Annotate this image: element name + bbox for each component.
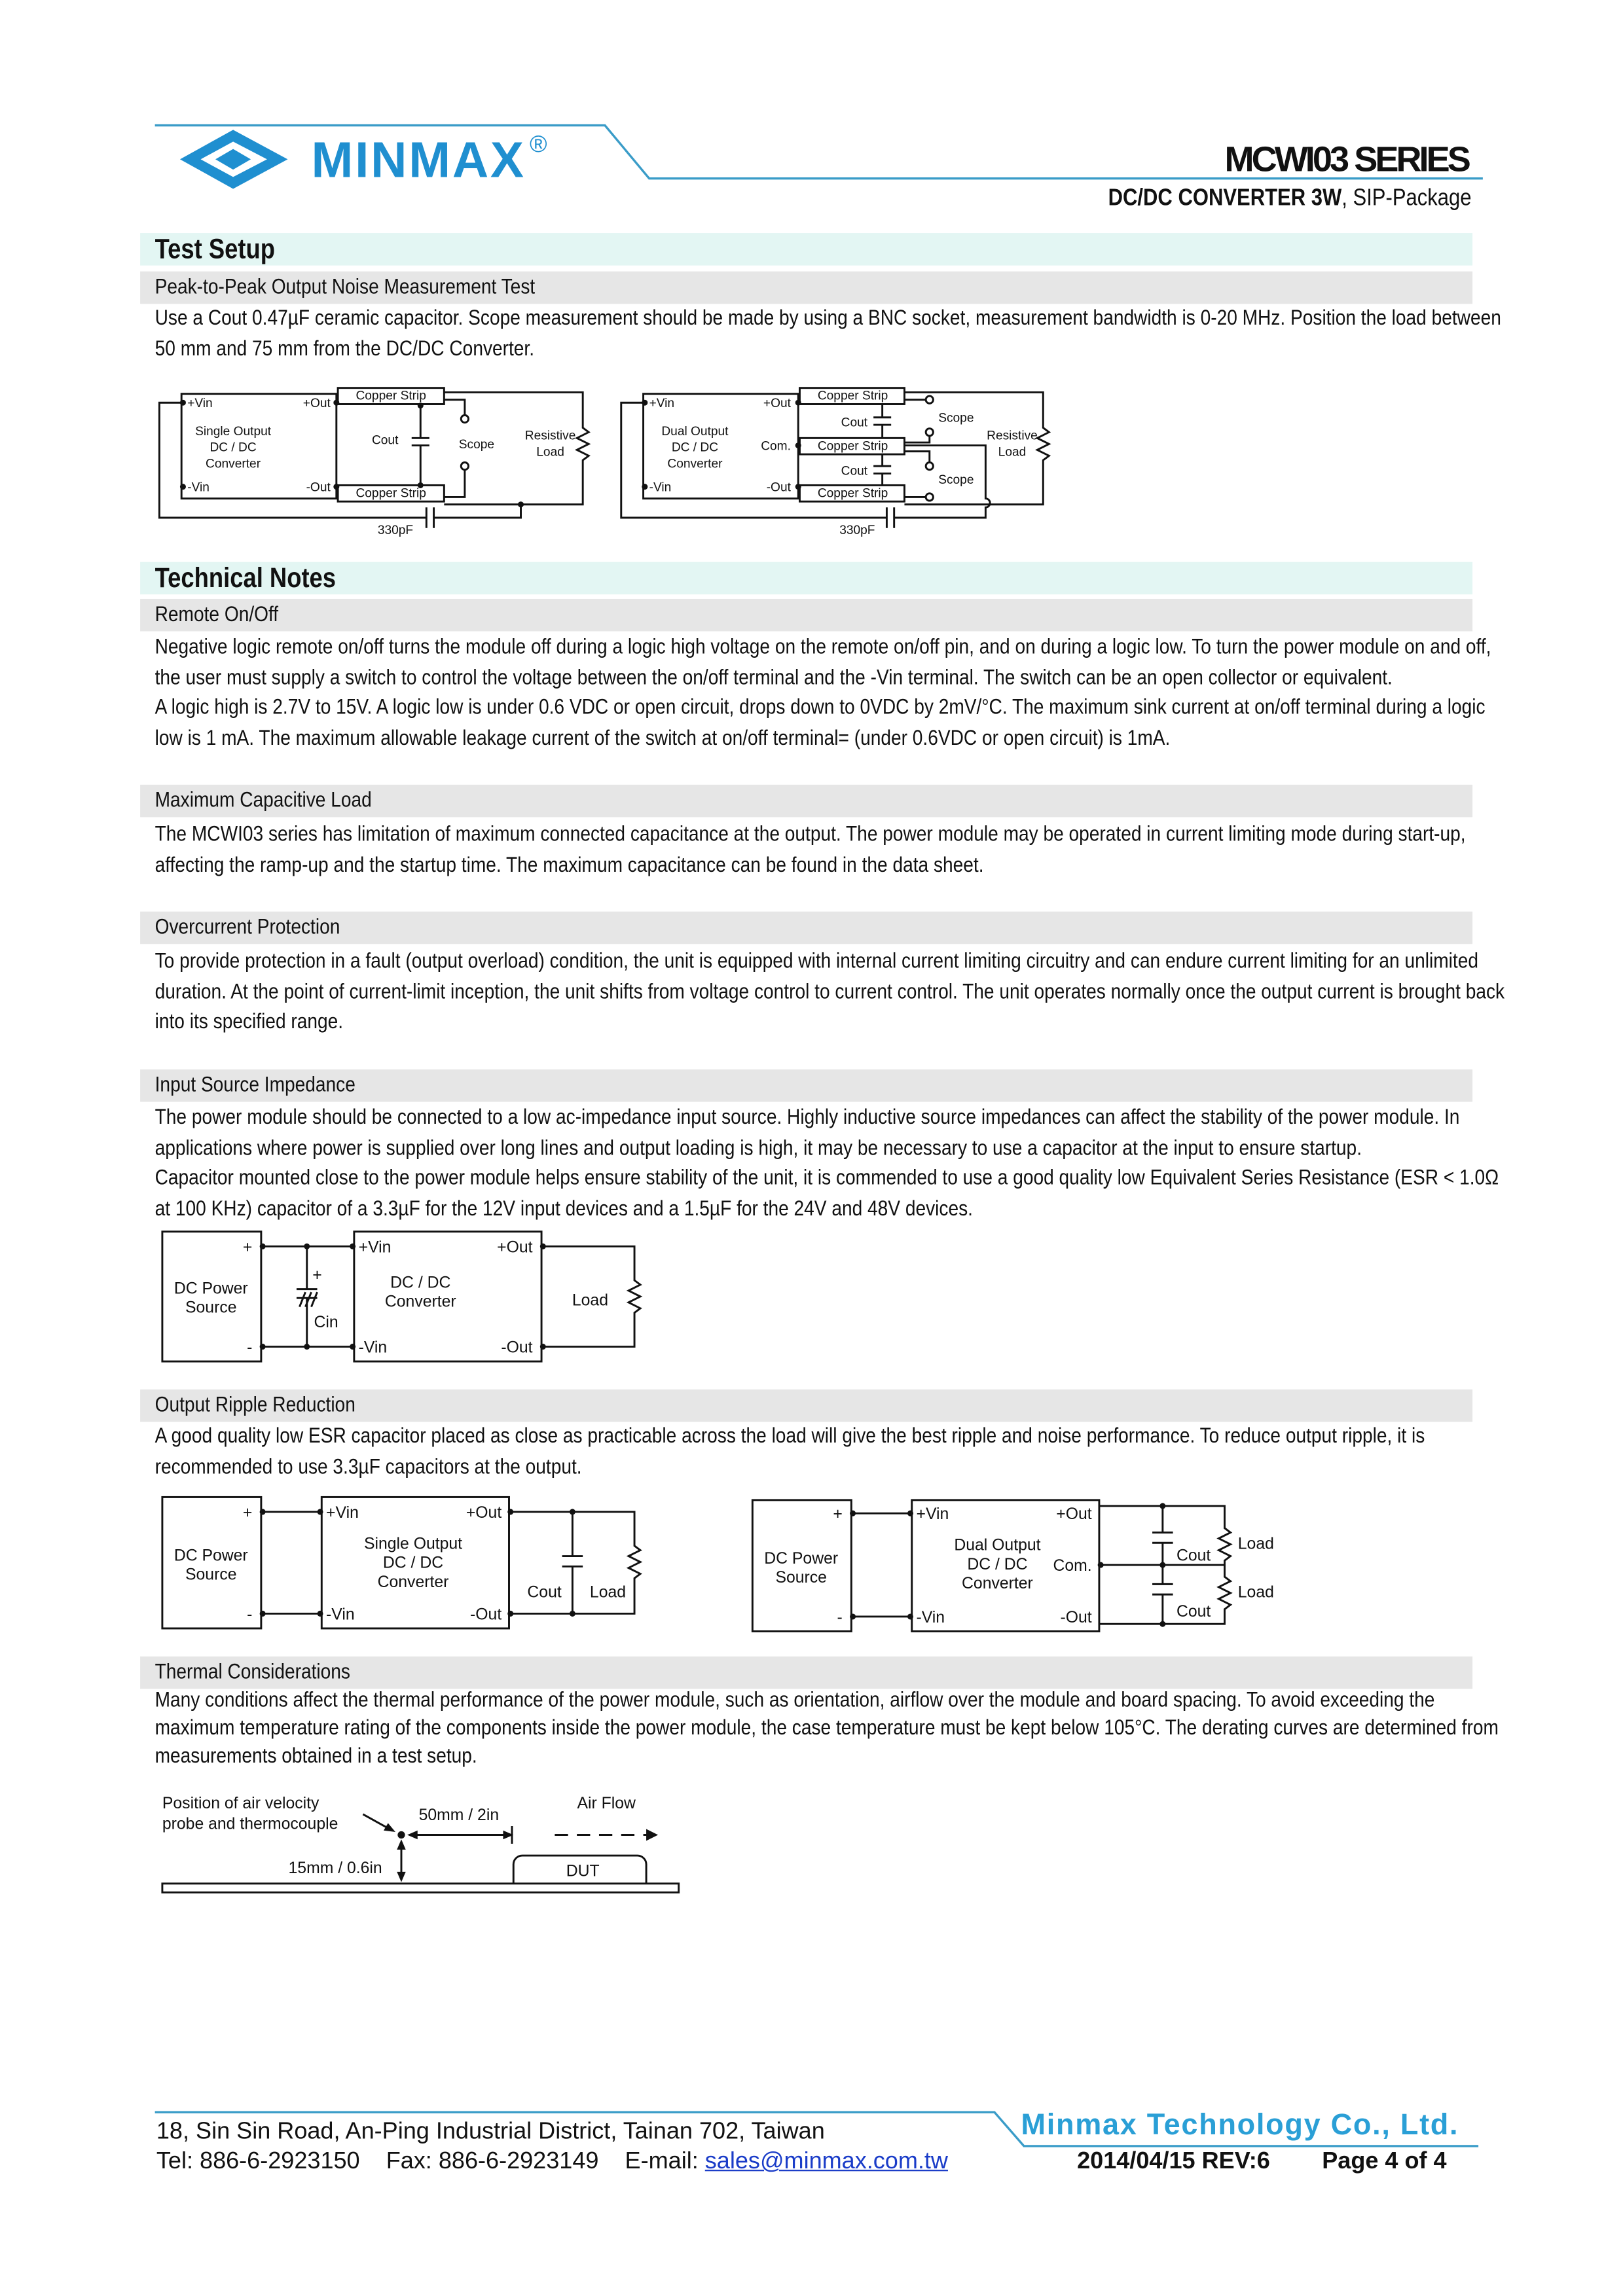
converter-label: Converter (206, 457, 261, 471)
source-label: Source (185, 1299, 237, 1317)
footer-date-rev: 2014/04/15 REV:6 (1077, 2149, 1270, 2174)
subtitle-product: DC/DC CONVERTER 3W (1107, 185, 1341, 211)
pin-label: +Out (465, 1503, 502, 1522)
probe-label: Position of air velocity (162, 1794, 319, 1812)
converter-label: DC / DC (967, 1555, 1028, 1573)
scope-label: Scope (938, 473, 974, 488)
copper-strip-label: Copper Strip (817, 439, 888, 454)
converter-label: Converter (962, 1575, 1033, 1593)
cout-label: Cout (841, 464, 868, 478)
pin-label: +Vin (916, 1505, 949, 1524)
pin-label: -Vin (326, 1605, 355, 1624)
load-label: Load (589, 1583, 627, 1602)
text-line: duration. At the point of current-limit inception, the unit shifts from voltage control to current control. The unit operates normally once the output current is brought back (155, 980, 1505, 1004)
text-line: Capacitor mounted close to the power module helps ensure stability of the unit, it is commended to use a good quality low Equivalent Series Resistance (ESR < 1.0Ω (155, 1167, 1499, 1191)
pin-label: -Out (766, 480, 791, 495)
load-label: Resistive (524, 429, 576, 443)
converter-label: DC / DC (390, 1274, 451, 1292)
text-line: Use a Cout 0.47µF ceramic capacitor. Scope measurement should be made by using a BNC socket, measurement bandwidth is 0-20 MHz. Position the load between (155, 306, 1501, 331)
cout-label: Cout (841, 416, 868, 430)
converter-label: Dual Output (954, 1536, 1041, 1554)
text-line: applications where power is supplied over long lines and output loading is high, it may be necessary to use a capacitor at the input to ensure startup. (155, 1136, 1362, 1160)
polarity-label: + (242, 1238, 253, 1257)
pin-label: +Vin (358, 1238, 392, 1257)
subsection-title: Output Ripple Reduction (155, 1393, 356, 1418)
pin-label: Com. (761, 439, 791, 454)
converter-label: Single Output (195, 424, 272, 439)
text-line: recommended to use 3.3µF capacitors at the output. (155, 1455, 582, 1479)
copper-strip-label: Copper Strip (817, 486, 888, 501)
section-title: Test Setup (155, 234, 275, 266)
source-label: DC Power (173, 1547, 248, 1565)
footer-email-label: E-mail: (625, 2149, 699, 2174)
pin-label: -Out (470, 1605, 502, 1624)
pin-label: -Vin (916, 1608, 945, 1626)
pin-label: Com. (1053, 1557, 1092, 1575)
source-label: DC Power (764, 1549, 839, 1568)
cap-label: 330pF (377, 523, 414, 537)
footer-email-link[interactable]: sales@minmax.com.tw (704, 2149, 948, 2174)
footer-page-number: Page 4 of 4 (1322, 2149, 1447, 2174)
scope-label: Scope (458, 438, 495, 452)
text-line: at 100 KHz) capacitor of a 3.3µF for the 12V input devices and a 1.5µF for the 24V and 48V devices. (155, 1197, 973, 1221)
company-name: Minmax Technology Co., Ltd. (1021, 2107, 1458, 2141)
cout-label: Cout (527, 1583, 562, 1602)
cin-label: Cin (314, 1314, 338, 1332)
registered-mark: ® (530, 130, 547, 158)
converter-label: Converter (384, 1293, 456, 1311)
source-label: Source (775, 1569, 827, 1587)
dut-label: DUT (566, 1862, 600, 1880)
load-label: Load (1237, 1535, 1274, 1553)
converter-label: DC / DC (382, 1554, 444, 1572)
footer-fax: Fax: 886-6-2923149 (386, 2149, 599, 2174)
polarity-label: + (312, 1266, 322, 1285)
pin-label: +Vin (187, 396, 213, 410)
pin-label: -Vin (187, 480, 210, 495)
pin-label: -Out (501, 1338, 533, 1357)
load-label: Load (998, 445, 1027, 459)
subsection-title: Thermal Considerations (155, 1660, 350, 1685)
polarity-label: - (247, 1338, 253, 1357)
subtitle-package: , SIP-Package (1341, 185, 1471, 211)
text-line: A good quality low ESR capacitor placed as close as practicable across the load will give the best ripple and noise performance. To reduce output ripple, it is (155, 1424, 1425, 1449)
brand-logo-text: MINMAX (311, 132, 524, 188)
distance-label: 50mm / 2in (418, 1806, 500, 1824)
pin-label: -Out (1060, 1608, 1092, 1626)
polarity-label: + (242, 1503, 253, 1522)
text-line: the user must supply a switch to control the voltage between the on/off terminal and the -Vin terminal. The switch can be an open collector or equivalent. (155, 666, 1393, 690)
source-label: Source (185, 1566, 237, 1584)
load-label: Load (536, 445, 564, 459)
pin-label: -Vin (649, 480, 672, 495)
subsection-title: Remote On/Off (155, 603, 279, 627)
text-line: 50 mm and 75 mm from the DC/DC Converter. (155, 337, 535, 361)
probe-label: probe and thermocouple (162, 1815, 338, 1833)
pin-label: +Out (1056, 1505, 1092, 1524)
subsection-title: Maximum Capacitive Load (155, 789, 372, 813)
subsection-title: Input Source Impedance (155, 1073, 356, 1098)
airflow-label: Air Flow (577, 1794, 636, 1812)
text-line: affecting the ramp-up and the startup time. The maximum capacitance can be found in the data sheet. (155, 853, 984, 877)
pin-label: +Vin (649, 396, 675, 410)
text-line: A logic high is 2.7V to 15V. A logic low is under 0.6 VDC or open circuit, drops down to 0VDC by 2mV/°C. The maximum sink current at on/off terminal during a logic (155, 696, 1486, 721)
converter-label: Single Output (363, 1535, 463, 1553)
converter-label: Converter (377, 1573, 449, 1591)
text-line: maximum temperature rating of the components inside the power module, the case temperature must be kept below 105°C. The derating curves are determined from (155, 1717, 1499, 1741)
text-line: The MCWI03 series has limitation of maximum connected capacitance at the output. The power module may be operated in current limiting mode during start-up, (155, 823, 1466, 847)
converter-label: DC / DC (671, 440, 719, 455)
series-title: MCWI03 SERIES (1224, 139, 1471, 179)
copper-strip-label: Copper Strip (817, 389, 888, 403)
copper-strip-label: Copper Strip (356, 486, 426, 501)
pin-label: +Out (497, 1238, 533, 1257)
text-line: measurements obtained in a test setup. (155, 1745, 477, 1769)
converter-label: DC / DC (210, 440, 257, 455)
converter-label: Dual Output (661, 424, 729, 439)
converter-label: Converter (667, 457, 723, 471)
text-line: Many conditions affect the thermal performance of the power module, such as orientation, airflow over the module and board spacing. To avoid exceeding the (155, 1689, 1435, 1713)
pin-label: +Out (302, 396, 331, 410)
pin-label: -Vin (358, 1338, 388, 1357)
load-label: Resistive (987, 429, 1038, 443)
cap-label: 330pF (839, 523, 875, 537)
subsection-title: Peak-to-Peak Output Noise Measurement Test (155, 276, 536, 300)
polarity-label: - (247, 1605, 253, 1624)
polarity-label: - (837, 1608, 843, 1626)
copper-strip-label: Copper Strip (356, 389, 426, 403)
footer-tel: Tel: 886-6-2923150 (156, 2149, 360, 2174)
footer-contact (156, 2149, 948, 2176)
pin-label: +Out (763, 396, 791, 410)
subsection-title: Overcurrent Protection (155, 916, 340, 940)
load-label: Load (1237, 1583, 1274, 1602)
height-label: 15mm / 0.6in (288, 1859, 382, 1878)
cout-label: Cout (1176, 1602, 1211, 1621)
polarity-label: + (833, 1505, 843, 1524)
cout-label: Cout (371, 433, 399, 448)
pin-label: +Vin (326, 1503, 359, 1522)
source-label: DC Power (173, 1280, 248, 1298)
text-line: Negative logic remote on/off turns the module off during a logic high voltage on the remote on/off pin, and on during a logic low. To turn the power module on and off, (155, 636, 1491, 660)
section-title: Technical Notes (155, 563, 337, 595)
text-line: into its specified range. (155, 1011, 344, 1035)
pin-label: -Out (306, 480, 331, 495)
load-label: Load (572, 1291, 608, 1310)
text-line: To provide protection in a fault (output overload) condition, the unit is equipped with internal current limiting circuitry and can endure current limiting for an unlimited (155, 950, 1478, 974)
footer-address: 18, Sin Sin Road, An-Ping Industrial District, Tainan 702, Taiwan (156, 2119, 825, 2145)
scope-label: Scope (938, 411, 974, 425)
text-line: low is 1 mA. The maximum allowable leakage current of the switch at on/off terminal= (under 0.6VDC or open circuit) is 1mA. (155, 726, 1171, 751)
text-line: The power module should be connected to a low ac-impedance input source. Highly inductive source impedances can affect the stability of the power module. In (155, 1106, 1460, 1130)
cout-label: Cout (1176, 1547, 1211, 1565)
